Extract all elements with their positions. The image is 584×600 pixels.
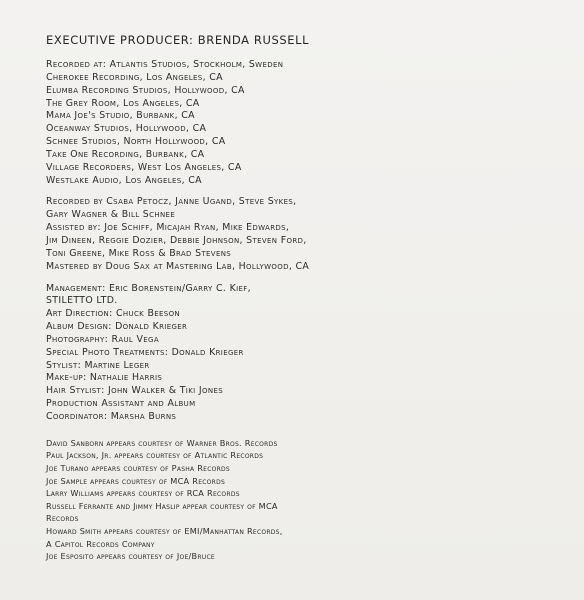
engineering-line: Mastered by Doug Sax at Mastering Lab, Hollywood, CA bbox=[46, 260, 310, 272]
studio-line: Elumba Recording Studios, Hollywood, CA bbox=[46, 84, 245, 96]
engineering-line: Jim Dineen, Reggie Dozier, Debbie Johnson, Steven Ford, bbox=[46, 234, 307, 246]
credit-line: Art Direction: Chuck Beeson bbox=[46, 308, 181, 320]
credit-line: Production Assistant and Album bbox=[46, 398, 196, 410]
studio-line: Mama Joe's Studio, Burbank, CA bbox=[46, 110, 195, 122]
credit-line: STILETTO LTD. bbox=[46, 295, 118, 307]
studio-line: Oceanway Studios, Hollywood, CA bbox=[46, 123, 207, 135]
executive-producer-credit: EXECUTIVE PRODUCER: BRENDA RUSSELL bbox=[46, 33, 310, 47]
credit-line: Make-up: Nathalie Harris bbox=[46, 372, 163, 384]
engineering-line: Toni Greene, Mike Ross & Brad Stevens bbox=[46, 247, 232, 259]
courtesy-line: Records bbox=[46, 513, 79, 524]
studio-line: The Grey Room, Los Angeles, CA bbox=[46, 97, 200, 109]
credit-line: Stylist: Martine Leger bbox=[46, 359, 150, 371]
engineering-line: Assisted by: Joe Schiff, Micajah Ryan, Mike Edwards, bbox=[46, 222, 290, 234]
credit-line: Coordinator: Marsha Burns bbox=[46, 410, 177, 422]
courtesy-line: Howard Smith appears courtesy of EMI/Manhattan Records, bbox=[46, 525, 283, 536]
engineering-line: Gary Wagner & Bill Schnee bbox=[46, 209, 176, 221]
studio-line: Westlake Audio, Los Angeles, CA bbox=[46, 174, 202, 186]
production-credits-block bbox=[46, 283, 566, 424]
courtesy-line: A Capitol Records Company bbox=[46, 538, 155, 549]
recorded-at-block bbox=[46, 59, 566, 187]
studio-line: Village Recorders, West Los Angeles, CA bbox=[46, 161, 242, 173]
engineering-line: Recorded by Csaba Petocz, Janne Ugand, Steve Sykes, bbox=[46, 196, 297, 208]
studio-line: Take One Recording, Burbank, CA bbox=[46, 148, 205, 160]
liner-notes-content bbox=[46, 33, 566, 572]
courtesy-line: Joe Sample appears courtesy of MCA Records bbox=[46, 475, 225, 486]
courtesy-line: David Sanborn appears courtesy of Warner Bros. Records bbox=[46, 437, 278, 448]
studio-line: Schnee Studios, North Hollywood, CA bbox=[46, 136, 226, 148]
courtesy-line: Larry Williams appears courtesy of RCA Records bbox=[46, 488, 240, 499]
courtesy-line: Russell Ferrante and Jimmy Haslip appear courtesy of MCA bbox=[46, 500, 278, 511]
studio-line: Cherokee Recording, Los Angeles, CA bbox=[46, 71, 223, 83]
credit-line: Album Design: Donald Krieger bbox=[46, 321, 188, 333]
courtesy-line: Joe Esposito appears courtesy of Joe/Bruce bbox=[46, 551, 215, 562]
courtesy-line: Joe Turano appears courtesy of Pasha Records bbox=[46, 462, 230, 473]
courtesy-line: Paul Jackson, Jr. appears courtesy of Atlantic Records bbox=[46, 450, 264, 461]
courtesy-block bbox=[46, 437, 566, 563]
credit-line: Hair Stylist: John Walker & Tiki Jones bbox=[46, 385, 224, 397]
engineering-block bbox=[46, 196, 566, 273]
credit-line: Special Photo Treatments: Donald Krieger bbox=[46, 346, 244, 358]
studio-line: Recorded at: Atlantis Studios, Stockholm, Sweden bbox=[46, 59, 284, 70]
credit-line: Management: Eric Borenstein/Garry C. Kief, bbox=[46, 282, 251, 294]
credit-line: Photography: Raul Vega bbox=[46, 333, 159, 345]
